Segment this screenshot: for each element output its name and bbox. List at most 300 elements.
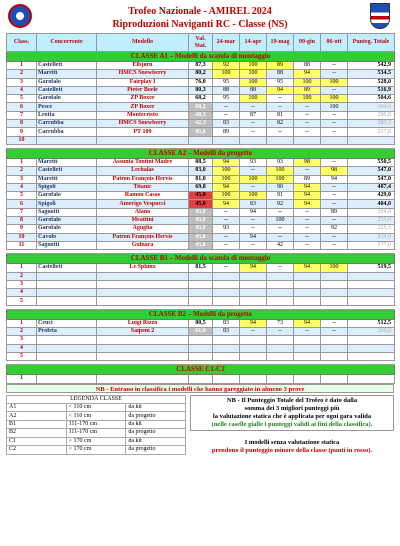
race-score-cell (294, 336, 321, 344)
race-score-cell: 95 (267, 78, 294, 86)
race-score-cell: 89 (267, 62, 294, 70)
table-row (7, 175, 395, 183)
race-score-cell: 73 (267, 319, 294, 327)
race-score-cell: 94 (213, 158, 240, 166)
static-score-cell: 87,3 (189, 62, 213, 70)
race-score-cell (321, 136, 348, 144)
rank-cell: 4 (7, 183, 37, 191)
total-score-cell (348, 289, 395, 297)
race-score-cell: -- (294, 217, 321, 225)
model-cell: ZP Boxer (97, 95, 189, 103)
race-score-cell (321, 375, 348, 383)
race-score-cell: 100 (240, 78, 267, 86)
race-score-cell: -- (321, 120, 348, 128)
race-score-cell: 94 (294, 183, 321, 191)
race-score-cell: -- (294, 328, 321, 336)
race-score-cell: -- (240, 328, 267, 336)
competitor-cell (37, 289, 97, 297)
competitor-cell (37, 352, 97, 360)
legend-type: da progetto (126, 446, 186, 454)
club-logo-icon (8, 4, 32, 28)
competitor-cell: Castellett (37, 167, 97, 175)
total-score-cell: 512,5 (348, 319, 395, 327)
total-score-cell (348, 280, 395, 288)
table-row (7, 192, 395, 200)
table-row (7, 78, 395, 86)
model-cell: Lechalas (97, 167, 189, 175)
model-cell: PT 109 (97, 128, 189, 136)
column-header: 06-ott (321, 34, 348, 52)
static-score-cell: 81,5 (189, 264, 213, 272)
table-row (7, 200, 395, 208)
race-score-cell: 83 (213, 319, 240, 327)
race-score-cell (294, 375, 321, 383)
total-score-cell: 528,0 (348, 78, 395, 86)
rank-cell: 9 (7, 128, 37, 136)
static-score-cell: 45,0 (189, 200, 213, 208)
total-score-cell: 504,6 (348, 95, 395, 103)
total-score-cell: 177,0 (348, 241, 395, 249)
rank-cell: 2 (7, 328, 37, 336)
race-score-cell: -- (294, 120, 321, 128)
rank-cell: 3 (7, 336, 37, 344)
competitor-cell (37, 344, 97, 352)
race-score-cell: 98 (321, 167, 348, 175)
competitor-cell: Garofalo (37, 192, 97, 200)
legend-row (7, 412, 186, 420)
race-score-cell: 100 (213, 167, 240, 175)
rank-cell: 11 (7, 241, 37, 249)
race-score-cell (267, 352, 294, 360)
static-score-cell (189, 297, 213, 305)
nb-banner: NB - Entrano in classifica i modelli che hanno gareggiato in almeno 3 prove (6, 384, 394, 393)
race-score-cell: -- (321, 319, 348, 327)
race-score-cell: 82 (267, 120, 294, 128)
legend-type: da progetto (126, 429, 186, 437)
total-score-cell: 516,9 (348, 86, 395, 94)
static-score-cell: 48,3 (189, 111, 213, 119)
race-score-cell: -- (321, 192, 348, 200)
header-row (7, 34, 395, 52)
total-score-cell: 354,0 (348, 208, 395, 216)
race-score-cell (267, 272, 294, 280)
table-row (7, 128, 395, 136)
race-score-cell: 92 (267, 200, 294, 208)
model-cell (97, 136, 189, 144)
total-score-cell: 519,5 (348, 264, 395, 272)
total-score-cell: 234,0 (348, 233, 395, 241)
table-row (7, 167, 395, 175)
model-cell: Elbjørn (97, 62, 189, 70)
legend-class: A2 (7, 412, 67, 420)
table-row (7, 158, 395, 166)
competitor-cell: Castellett (37, 86, 97, 94)
model-cell: Amerigo Vespucci (97, 200, 189, 208)
model-cell: Patron François Hervis (97, 233, 189, 241)
table-row (7, 272, 395, 280)
race-score-cell: -- (294, 167, 321, 175)
static-score-cell: 45,0 (189, 241, 213, 249)
model-cell: Fairplay I (97, 78, 189, 86)
static-score-cell: 45,0 (189, 217, 213, 225)
race-score-cell: 100 (294, 78, 321, 86)
race-score-cell (321, 336, 348, 344)
static-score-cell: 45,0 (189, 233, 213, 241)
race-score-cell: -- (213, 264, 240, 272)
race-score-cell: 100 (240, 62, 267, 70)
page (6, 3, 394, 455)
competitor-cell (37, 136, 97, 144)
rank-cell: 3 (7, 78, 37, 86)
race-score-cell (321, 280, 348, 288)
page-title: Trofeo Nazionale - AMIREL 2024 (128, 6, 272, 17)
rank-cell: 5 (7, 352, 37, 360)
race-score-cell: 89 (294, 86, 321, 94)
race-score-cell: 87 (240, 111, 267, 119)
race-score-cell: 94 (294, 192, 321, 200)
table-row (7, 208, 395, 216)
model-cell: Montecristo (97, 111, 189, 119)
race-score-cell (240, 136, 267, 144)
race-score-cell: -- (321, 70, 348, 78)
legend-class: C2 (7, 446, 67, 454)
race-score-cell: 100 (267, 175, 294, 183)
race-score-cell (213, 336, 240, 344)
race-score-cell: 100 (213, 70, 240, 78)
table-row (7, 120, 395, 128)
competitor-cell (37, 272, 97, 280)
race-score-cell: 100 (267, 167, 294, 175)
race-score-cell: -- (267, 328, 294, 336)
legend-length: > 170 cm (66, 446, 126, 454)
competitor-cell: Castellett (37, 62, 97, 70)
race-score-cell (321, 289, 348, 297)
race-score-cell: 88 (267, 70, 294, 78)
table-row (7, 217, 395, 225)
competitor-cell: Garofalo (37, 78, 97, 86)
race-score-cell: 100 (294, 95, 321, 103)
race-score-cell: -- (267, 264, 294, 272)
rank-cell: 5 (7, 297, 37, 305)
race-score-cell: -- (213, 111, 240, 119)
legend-class: A1 (7, 403, 67, 411)
competitor-cell: Cavolo (37, 233, 97, 241)
race-score-cell: 94 (213, 200, 240, 208)
model-cell (97, 280, 189, 288)
total-score-cell: 296,8 (348, 111, 395, 119)
race-score-cell: 94 (240, 319, 267, 327)
competitor-cell: Leotta (37, 111, 97, 119)
competitor-cell: Maretti (37, 158, 97, 166)
competitor-cell: Carrubba (37, 120, 97, 128)
race-score-cell: 100 (240, 95, 267, 103)
model-cell: Gulnara (97, 241, 189, 249)
column-header: Modello (97, 34, 189, 52)
race-score-cell: -- (267, 208, 294, 216)
column-header: 09-giu (294, 34, 321, 52)
table-row (7, 264, 395, 272)
race-score-cell: 98 (294, 158, 321, 166)
header (6, 3, 394, 33)
model-cell (97, 272, 189, 280)
model-cell: Saipem 2 (97, 328, 189, 336)
race-score-cell: -- (213, 103, 240, 111)
legend-length: < 110 cm (66, 412, 126, 420)
rank-cell: 4 (7, 344, 37, 352)
rank-cell: 1 (7, 319, 37, 327)
rank-cell: 10 (7, 136, 37, 144)
race-score-cell: 94 (240, 233, 267, 241)
race-score-cell: -- (294, 111, 321, 119)
model-cell (97, 336, 189, 344)
total-score-cell (348, 272, 395, 280)
competitor-cell: Castellett (37, 264, 97, 272)
race-score-cell: 88 (213, 86, 240, 94)
race-score-cell (294, 289, 321, 297)
race-score-cell (321, 297, 348, 305)
total-score-cell (348, 344, 395, 352)
model-cell: Pieter Boele (97, 86, 189, 94)
competitor-cell: Garofalo (37, 217, 97, 225)
static-score-cell: 76,0 (189, 78, 213, 86)
model-cell: ZP Boxer (97, 103, 189, 111)
race-score-cell: 92 (321, 225, 348, 233)
total-score-cell: 289,3 (348, 120, 395, 128)
race-score-cell (294, 352, 321, 360)
race-score-cell: 95 (213, 95, 240, 103)
static-score-cell: 80,5 (189, 319, 213, 327)
race-score-cell: 100 (240, 192, 267, 200)
section-header (7, 309, 395, 319)
rank-cell: 5 (7, 192, 37, 200)
total-score-cell: 217,8 (348, 128, 395, 136)
model-cell: Patron François Hervis (97, 175, 189, 183)
race-score-cell: 100 (213, 175, 240, 183)
race-score-cell: 89 (213, 128, 240, 136)
rank-cell: 1 (7, 264, 37, 272)
total-score-cell: 325,3 (348, 225, 395, 233)
total-score-cell: 266,0 (348, 328, 395, 336)
rank-cell: 2 (7, 70, 37, 78)
model-cell (97, 289, 189, 297)
legend-row (7, 420, 186, 428)
section-header (7, 148, 395, 158)
model-cell: Le Sphinx (97, 264, 189, 272)
static-score-cell: 81,0 (189, 175, 213, 183)
table-row (7, 289, 395, 297)
rank-cell: 1 (7, 158, 37, 166)
total-score-cell: 304,6 (348, 103, 395, 111)
legend-notes (186, 395, 394, 455)
race-score-cell: 100 (321, 264, 348, 272)
column-header: Concorrente (37, 34, 97, 52)
competitor-cell: Maretti (37, 175, 97, 183)
race-score-cell (294, 280, 321, 288)
note-line-3: la valutazione statica che è applicata per ogni gara valida (212, 412, 372, 420)
race-score-cell: -- (240, 241, 267, 249)
race-score-cell: 94 (240, 264, 267, 272)
model-cell (97, 375, 189, 383)
table-row (7, 344, 395, 352)
race-score-cell: 100 (321, 95, 348, 103)
static-score-cell: 88,5 (189, 158, 213, 166)
amirel-shield-icon (370, 3, 390, 29)
rank-cell: 6 (7, 200, 37, 208)
static-score-cell: 42,3 (189, 120, 213, 128)
table-row (7, 336, 395, 344)
section-title: CLASSE C1-C2 (7, 365, 395, 375)
note-line-4: (nelle caselle gialle i punteggi validi ai fini della classifica). (211, 420, 373, 428)
rank-cell: 2 (7, 272, 37, 280)
race-score-cell: -- (267, 103, 294, 111)
race-score-cell (240, 297, 267, 305)
legend-row (7, 437, 186, 445)
total-score-cell: 534,5 (348, 70, 395, 78)
race-score-cell (267, 344, 294, 352)
race-score-cell: 100 (267, 217, 294, 225)
total-score-cell: 429,0 (348, 192, 395, 200)
competitor-cell (37, 336, 97, 344)
static-score-cell: 45,0 (189, 192, 213, 200)
notes-area (6, 384, 394, 455)
race-score-cell: 91 (267, 192, 294, 200)
model-cell: Luigi Rizzo (97, 319, 189, 327)
legend-length: > 170 cm (66, 437, 126, 445)
note-line-1: NB - Il Punteggio Totale del Trofeo è dato dalla (226, 396, 358, 404)
model-cell: Meattini (97, 217, 189, 225)
race-score-cell: -- (240, 103, 267, 111)
race-score-cell (213, 297, 240, 305)
competitor-cell: Maretti (37, 70, 97, 78)
rank-cell: 1 (7, 375, 37, 383)
race-score-cell: -- (267, 233, 294, 241)
competitor-cell: Ceuci (37, 319, 97, 327)
race-score-cell: -- (321, 328, 348, 336)
note-line-6: prendono il punteggio minore della classe (punti in rosso). (211, 446, 373, 454)
note-line-5: I modelli senza valutazione statica (244, 438, 340, 446)
table-row (7, 103, 395, 111)
rank-cell: 9 (7, 225, 37, 233)
race-score-cell (240, 289, 267, 297)
race-score-cell: 100 (321, 78, 348, 86)
table-row (7, 280, 395, 288)
race-score-cell: 93 (240, 158, 267, 166)
race-score-cell: -- (321, 217, 348, 225)
race-score-cell: -- (321, 62, 348, 70)
race-score-cell: 100 (321, 103, 348, 111)
race-score-cell: -- (294, 128, 321, 136)
rank-cell: 5 (7, 95, 37, 103)
legend-type: da kit (126, 403, 186, 411)
rank-cell: 7 (7, 208, 37, 216)
race-score-cell: 89 (321, 208, 348, 216)
column-header: Punteg. Totale (348, 34, 395, 52)
static-score-cell: 80,2 (189, 70, 213, 78)
race-score-cell: 94 (294, 319, 321, 327)
rank-cell: 2 (7, 167, 37, 175)
race-score-cell (294, 297, 321, 305)
race-score-cell: 88 (240, 86, 267, 94)
race-score-cell: 81 (267, 111, 294, 119)
race-score-cell: 100 (213, 192, 240, 200)
legend-type: da kit (126, 420, 186, 428)
race-score-cell: -- (267, 95, 294, 103)
table-row (7, 328, 395, 336)
static-score-cell: 45,0 (189, 225, 213, 233)
race-score-cell: -- (321, 111, 348, 119)
legend-length: 111-170 cm (66, 420, 126, 428)
race-score-cell (294, 272, 321, 280)
static-score-cell: 68,2 (189, 103, 213, 111)
race-score-cell: -- (267, 128, 294, 136)
note-line-2: somma dei 3 migliori punteggi più (244, 404, 340, 412)
legend-class: B1 (7, 420, 67, 428)
race-score-cell (321, 344, 348, 352)
legend-class: B2 (7, 429, 67, 437)
legend-length: < 110 cm (66, 403, 126, 411)
race-score-cell: 92 (213, 62, 240, 70)
race-score-cell: -- (321, 200, 348, 208)
race-score-cell (213, 375, 240, 383)
column-header: 14-apr (240, 34, 267, 52)
rank-cell: 7 (7, 111, 37, 119)
total-score-cell: 404,0 (348, 200, 395, 208)
static-score-cell (189, 336, 213, 344)
race-score-cell: -- (294, 233, 321, 241)
static-score-cell: 68,2 (189, 95, 213, 103)
model-cell: Titanic (97, 183, 189, 191)
static-score-cell: 69,8 (189, 183, 213, 191)
race-score-cell (267, 336, 294, 344)
competitor-cell: Sagnotti (37, 208, 97, 216)
race-score-cell: -- (213, 233, 240, 241)
race-score-cell: 94 (294, 264, 321, 272)
race-score-cell (294, 344, 321, 352)
competitor-cell: Sagnotti (37, 241, 97, 249)
race-score-cell (213, 352, 240, 360)
race-score-cell (321, 272, 348, 280)
race-score-cell: 88 (294, 62, 321, 70)
section-header (7, 365, 395, 375)
rank-cell: 8 (7, 120, 37, 128)
table-row (7, 111, 395, 119)
race-score-cell: 83 (240, 200, 267, 208)
competitor-cell: Spigoli (37, 183, 97, 191)
race-score-cell: -- (321, 233, 348, 241)
section-header (7, 52, 395, 62)
table-row (7, 241, 395, 249)
competitor-cell (37, 297, 97, 305)
table-row (7, 136, 395, 144)
race-score-cell: -- (294, 225, 321, 233)
race-score-cell: 89 (294, 175, 321, 183)
model-cell: Ramon Casas (97, 192, 189, 200)
race-score-cell (267, 297, 294, 305)
static-score-cell (189, 375, 213, 383)
race-score-cell (213, 272, 240, 280)
race-score-cell: -- (240, 120, 267, 128)
static-score-cell (189, 272, 213, 280)
total-score-cell (348, 352, 395, 360)
competitor-cell (37, 280, 97, 288)
race-score-cell: 83 (213, 120, 240, 128)
race-score-cell (240, 375, 267, 383)
ranking-table (6, 33, 395, 384)
table-row (7, 62, 395, 70)
race-score-cell: -- (240, 225, 267, 233)
competitor-cell: Spigoli (37, 200, 97, 208)
legend-row (7, 446, 186, 454)
